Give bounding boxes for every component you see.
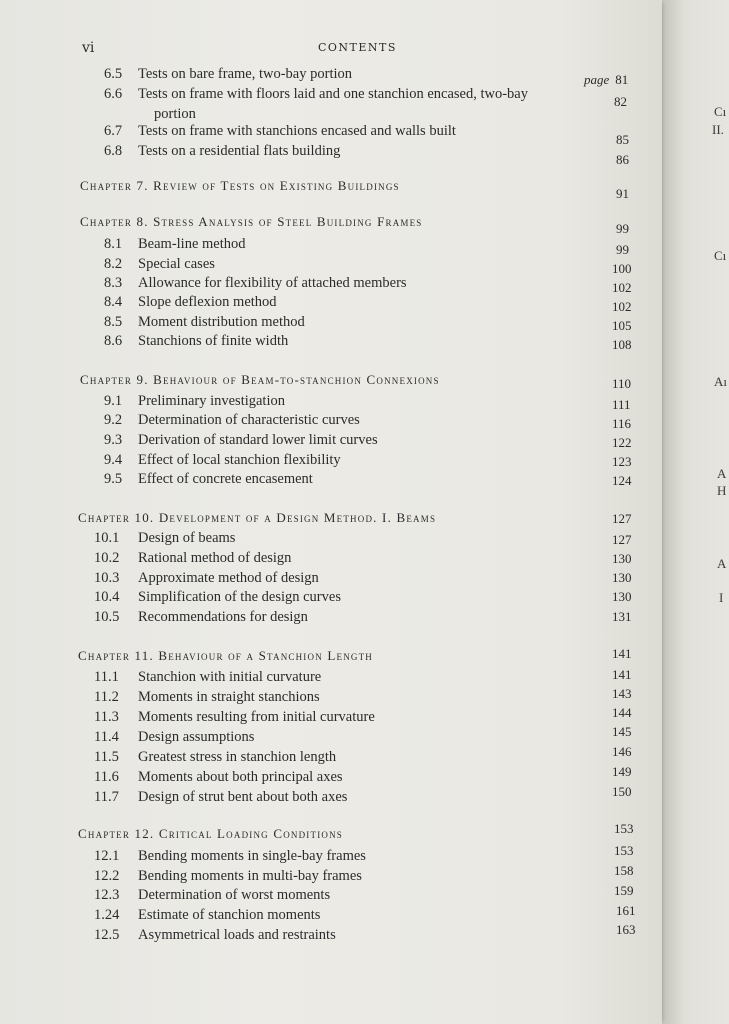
entry-page: 100 [612,261,632,276]
entry-page: 122 [612,435,632,450]
chapter-page: 91 [616,186,629,201]
entry-number: 9.4 [104,452,123,468]
chapter-page: 99 [616,221,629,236]
entry-page: 145 [612,724,632,739]
entry-page: 116 [612,416,632,431]
chapter-heading: Chapter 8. Stress Analysis of Steel Building Frames [80,214,423,229]
entry-title: Moment distribution method [138,314,305,330]
entry-title: Preliminary investigation [138,393,285,409]
page-folio: vi [82,40,95,56]
entry-page: 130 [612,551,632,566]
entry-title: Determination of characteristic curves [138,412,360,428]
entry-page: 82 [614,94,627,109]
entry-title: Approximate method of design [138,570,319,586]
edge-fragment: Aı [714,374,727,389]
entry-number: 8.3 [104,275,123,291]
entry-page [584,72,628,88]
entry-title: Beam-line method [138,236,246,252]
entry-title: Greatest stress in stanchion length [138,749,337,765]
entry-title: Slope deflexion method [138,294,277,310]
entry-page: 150 [612,784,632,799]
entry-number: 10.3 [94,570,120,586]
entry-title: Tests on frame with floors laid and one stanchion encased, two-bay [138,86,528,102]
entry-title: Tests on a residential flats building [138,143,341,159]
entry-title: Effect of local stanchion flexibility [138,452,341,468]
entry-page: 143 [612,686,632,701]
entry-number: 10.5 [94,609,120,625]
entry-number: 8.2 [104,256,123,272]
entry-number: 11.4 [94,729,119,745]
entry-page: 85 [616,132,629,147]
edge-fragment: A [717,556,727,571]
entry-page: 99 [616,242,629,257]
entry-title: Moments about both principal axes [138,769,343,785]
edge-fragment: II. [712,122,724,137]
entry-page: 144 [612,705,632,720]
entry-title: Stanchion with initial curvature [138,669,322,685]
edge-fragment: A [717,466,727,481]
entry-page: 111 [612,397,631,412]
entry-number: 9.3 [104,432,123,448]
entry-number: 9.1 [104,393,123,409]
entry-title: Allowance for flexibility of attached members [138,275,407,291]
entry-number: 12.1 [94,848,120,864]
edge-fragment: H [717,483,727,498]
entry-page: 86 [616,152,629,167]
edge-fragment: I [719,590,724,605]
entry-number: 12.5 [94,927,120,943]
entry-number: 10.2 [94,550,120,566]
entry-title: Asymmetrical loads and restraints [138,927,336,943]
page-number: 81 [615,72,629,87]
chapter-page: 110 [612,376,632,391]
entry-page: 158 [614,863,634,878]
entry-number: 11.2 [94,689,119,705]
entry-number: 11.3 [94,709,119,725]
entry-number: 8.1 [104,236,123,252]
entry-title: Rational method of design [138,550,292,566]
entry-page: 127 [612,532,632,547]
chapter-heading: Chapter 7. Review of Tests on Existing Buildings [80,178,400,193]
entry-page: 123 [612,454,632,469]
entry-number: 6.8 [104,143,123,159]
entry-number: 9.5 [104,471,123,487]
adjacent-page-edge [666,0,729,1024]
entry-title: Moments in straight stanchions [138,689,320,705]
entry-title: Stanchions of finite width [138,333,289,349]
entry-page: 130 [612,589,632,604]
entry-number: 9.2 [104,412,123,428]
entry-title: Design assumptions [138,729,255,745]
entry-title: Tests on bare frame, two-bay portion [138,66,353,82]
entry-page: 153 [614,843,634,858]
entry-title: Effect of concrete encasement [138,471,313,487]
entry-page: 102 [612,280,632,295]
chapter-page: 141 [612,646,632,661]
edge-fragment: Cı [714,248,727,263]
entry-page: 149 [612,764,632,779]
entry-title: Design of beams [138,530,236,546]
entry-title: Tests on frame with stanchions encased and walls built [138,123,456,139]
entry-page: 130 [612,570,632,585]
entry-number: 12.2 [94,868,120,884]
entry-title: Recommendations for design [138,609,308,625]
entry-number: 11.7 [94,789,119,805]
entry-page: 159 [614,883,634,898]
edge-fragment: Cı [714,104,727,119]
entry-number: 1.24 [94,907,120,923]
page-label: page [584,72,610,87]
entry-page: 102 [612,299,632,314]
entry-title: Bending moments in multi-bay frames [138,868,362,884]
chapter-page: 153 [614,821,634,836]
toc-entry-continuation [154,106,196,123]
chapter-heading: Chapter 11. Behaviour of a Stanchion Length [78,648,373,663]
entry-page: 108 [612,337,632,352]
entry-title-continued: portion [154,106,196,122]
entry-title: Estimate of stanchion moments [138,907,321,923]
entry-title: Special cases [138,256,215,272]
entry-number: 12.3 [94,887,120,903]
entry-number: 11.1 [94,669,119,685]
entry-title: Bending moments in single-bay frames [138,848,366,864]
entry-number: 10.1 [94,530,120,546]
chapter-page: 127 [612,511,632,526]
entry-page: 124 [612,473,632,488]
entry-number: 11.5 [94,749,119,765]
entry-number: 8.5 [104,314,123,330]
entry-title: Simplification of the design curves [138,589,341,605]
entry-number: 6.6 [104,86,123,102]
entry-number: 11.6 [94,769,119,785]
entry-page: 131 [612,609,632,624]
entry-page: 163 [616,922,636,937]
entry-number: 10.4 [94,589,120,605]
entry-page: 146 [612,744,632,759]
chapter-heading: Chapter 9. Behaviour of Beam-to-stanchion Connexions [80,372,440,387]
entry-number: 8.4 [104,294,123,310]
entry-page: 105 [612,318,632,333]
entry-title: Determination of worst moments [138,887,331,903]
entry-page: 161 [616,903,636,918]
entry-title: Moments resulting from initial curvature [138,709,375,725]
entry-title: Derivation of standard lower limit curves [138,432,378,448]
chapter-heading: Chapter 10. Development of a Design Method. I. Beams [78,510,437,525]
running-header: CONTENTS [318,41,397,54]
entry-page: 141 [612,667,632,682]
entry-number: 6.7 [104,123,123,139]
entry-title: Design of strut bent about both axes [138,789,348,805]
chapter-heading: Chapter 12. Critical Loading Conditions [78,826,343,841]
entry-number: 6.5 [104,66,123,82]
entry-number: 8.6 [104,333,123,349]
